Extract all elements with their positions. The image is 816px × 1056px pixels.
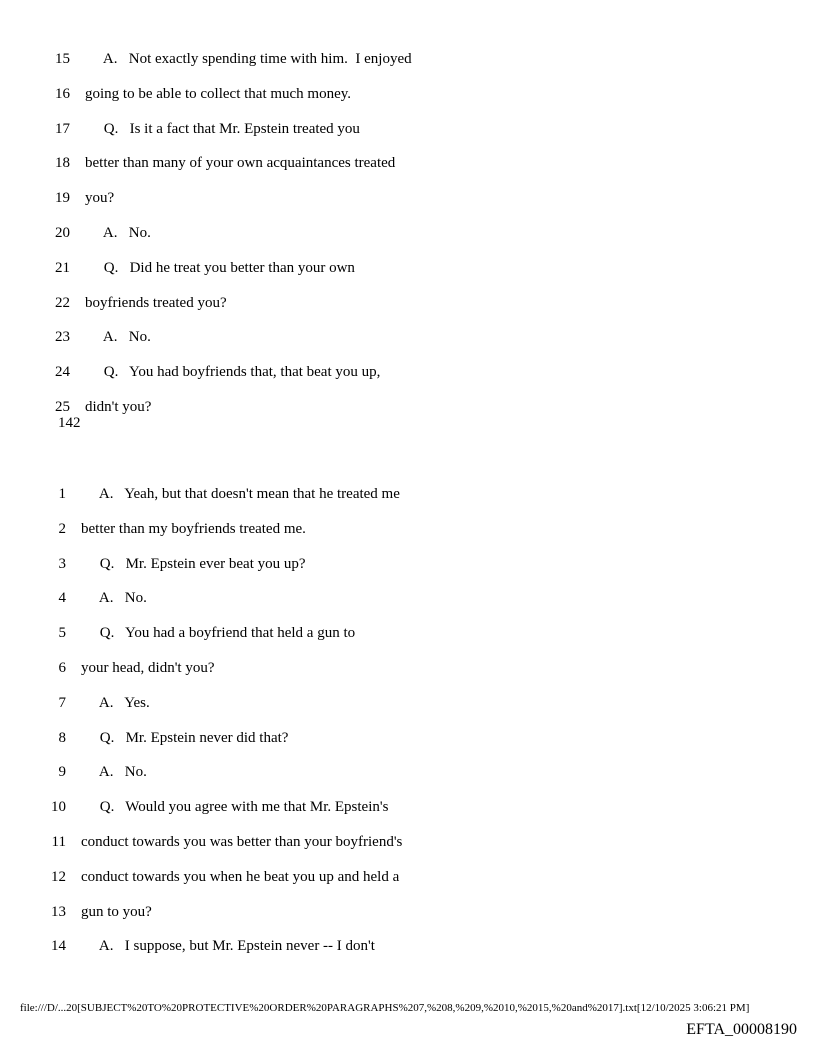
transcript-line	[0, 797, 816, 817]
line-number: 17	[55, 120, 70, 137]
line-number: 12	[51, 868, 66, 885]
transcript-line	[0, 728, 816, 748]
line-number: 25	[55, 399, 70, 415]
line-number: 23	[55, 329, 70, 346]
transcript-line	[0, 693, 816, 713]
line-text: you?	[85, 190, 115, 207]
line-number: 21	[55, 259, 70, 276]
line-text: conduct towards you was better than your boyfriend's	[81, 834, 403, 850]
transcript-line	[0, 223, 816, 243]
line-text: A. Not exactly spending time with him. I enjoyed	[85, 51, 412, 67]
transcript-line	[0, 188, 816, 208]
line-text: better than many of your own acquaintances treated	[85, 155, 396, 172]
transcript-line	[0, 554, 816, 574]
line-text: going to be able to collect that much money.	[85, 85, 352, 102]
line-number: 8	[58, 729, 66, 746]
line-text: your head, didn't you?	[81, 660, 215, 676]
transcript-line	[0, 623, 816, 643]
line-text: Q. You had a boyfriend that held a gun to	[81, 625, 356, 642]
line-text: A. No.	[81, 590, 147, 607]
transcript-line	[0, 258, 816, 278]
line-number: 16	[55, 85, 70, 102]
line-text: A. No.	[85, 329, 151, 346]
line-number: 13	[51, 903, 66, 920]
transcript-line	[0, 484, 816, 504]
line-number: 15	[55, 51, 70, 67]
line-text: Q. Is it a fact that Mr. Epstein treated you	[85, 120, 360, 137]
line-text: Q. Would you agree with me that Mr. Epstein's	[81, 799, 389, 816]
page-number: 142	[58, 415, 81, 431]
transcript-line	[0, 902, 816, 922]
line-text: A. No.	[81, 764, 147, 781]
transcript-line	[0, 397, 816, 417]
transcript-line	[0, 658, 816, 678]
transcript-line	[0, 153, 816, 173]
transcript-line	[0, 519, 816, 539]
line-text: A. No.	[85, 225, 151, 241]
line-number: 20	[55, 225, 70, 241]
line-number: 10	[51, 799, 66, 816]
line-number: 19	[55, 190, 70, 207]
line-number: 24	[55, 364, 70, 381]
line-number: 9	[58, 764, 66, 781]
line-number: 18	[55, 155, 70, 172]
transcript-line	[0, 293, 816, 313]
transcript-line	[0, 588, 816, 608]
line-text: gun to you?	[81, 903, 152, 920]
line-text: A. I suppose, but Mr. Epstein never -- I don't	[81, 938, 375, 955]
line-text: didn't you?	[85, 399, 152, 415]
line-text: A. Yeah, but that doesn't mean that he treated me	[81, 486, 400, 502]
line-number: 5	[58, 625, 66, 642]
file-path-footer: file:///D/...20[SUBJECT%20TO%20PROTECTIVE%20ORDER%20PARAGRAPHS%207,%208,%209,%2010,%2015,%20and%2017].txt[12/10/2025 3:06:21 PM]	[20, 1002, 750, 1014]
bates-number: EFTA_00008190	[686, 1021, 797, 1038]
transcript-line	[0, 84, 816, 104]
line-number: 1	[58, 486, 66, 502]
line-text: Q. Mr. Epstein ever beat you up?	[81, 555, 306, 572]
transcript-line	[0, 49, 816, 69]
line-text: boyfriends treated you?	[85, 294, 227, 311]
line-text: Q. You had boyfriends that, that beat you up,	[85, 364, 381, 381]
transcript-line	[0, 362, 816, 382]
line-text: Q. Mr. Epstein never did that?	[81, 729, 289, 746]
transcript-line	[0, 119, 816, 139]
line-number: 22	[55, 294, 70, 311]
line-number: 6	[58, 660, 66, 676]
line-text: Q. Did he treat you better than your own	[85, 259, 355, 276]
transcript-line	[0, 867, 816, 887]
line-text: better than my boyfriends treated me.	[81, 520, 306, 537]
line-number: 11	[51, 834, 66, 850]
line-text: A. Yes.	[81, 694, 150, 711]
line-number: 14	[51, 938, 66, 955]
transcript-line	[0, 762, 816, 782]
line-number: 3	[58, 555, 66, 572]
transcript-line	[0, 327, 816, 347]
transcript-line	[0, 832, 816, 852]
line-number: 7	[58, 694, 66, 711]
line-text: conduct towards you when he beat you up and held a	[81, 868, 400, 885]
line-number: 2	[58, 520, 66, 537]
line-number: 4	[58, 590, 66, 607]
transcript-line	[0, 936, 816, 956]
